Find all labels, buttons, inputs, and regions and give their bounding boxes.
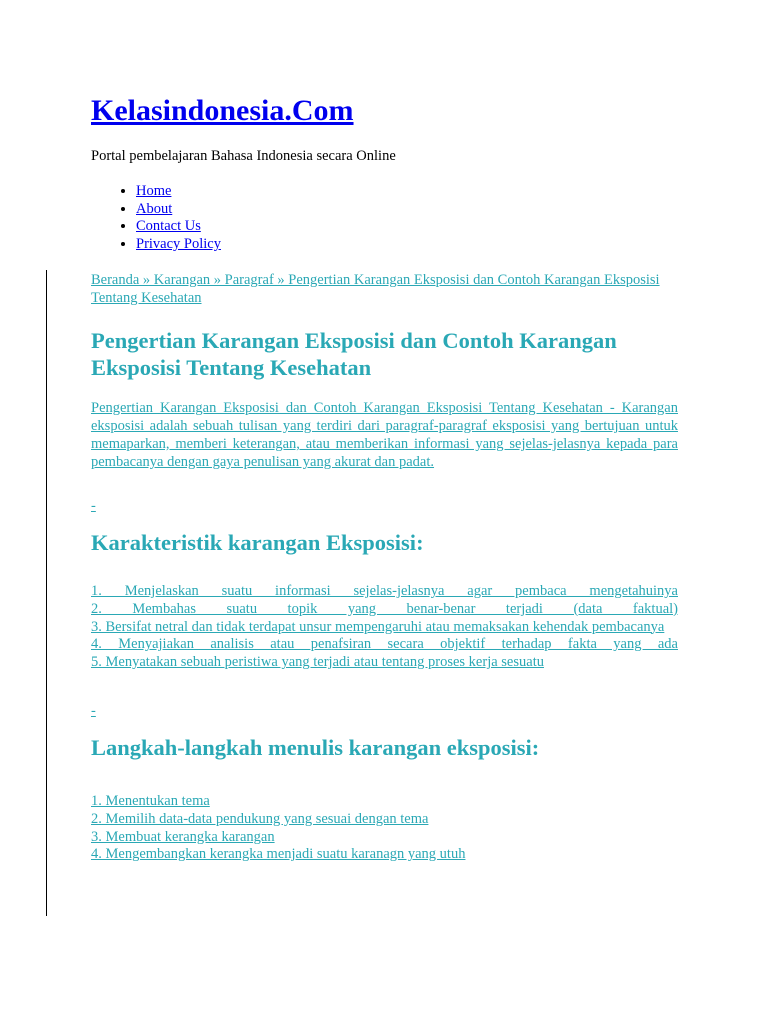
list-item: 2. Memilih data-data pendukung yang sesuai dengan tema <box>91 810 429 827</box>
breadcrumb-link[interactable]: Beranda » Karangan » Paragraf » Pengertian Karangan Eksposisi dan Contoh Karangan Eksposisi Tentang Kesehatan <box>91 272 660 306</box>
steps-heading: Langkah-langkah menulis karangan eksposisi: <box>91 734 540 760</box>
breadcrumb <box>91 271 678 307</box>
nav-link-about[interactable]: About <box>136 200 173 217</box>
main-nav <box>91 183 221 253</box>
nav-item-contact <box>136 218 221 236</box>
list-item: 5. Menyatakan sebuah peristiwa yang terjadi atau tentang proses kerja sesuatu <box>91 654 544 671</box>
nav-item-about <box>136 201 221 219</box>
separator-dash: - <box>91 498 96 514</box>
site-tagline: Portal pembelajaran Bahasa Indonesia secara Online <box>91 148 396 164</box>
article <box>91 271 678 864</box>
post-intro: Pengertian Karangan Eksposisi dan Contoh Karangan Eksposisi Tentang Kesehatan - Karangan eksposisi adalah sebuah tulisan yang terdiri dari paragraf-paragraf eksposisi yang bertujuan untuk memaparkan, memberi keterangan, atau memberikan informasi yang sejelas-jelasnya kepada para pembacanya dengan gaya penulisan yang akurat dan padat. <box>91 400 678 470</box>
nav-item-home <box>136 183 221 201</box>
list-item: 1. Menjelaskan suatu informasi sejelas-jelasnya agar pembaca mengetahuinya <box>91 583 678 599</box>
list-item: 3. Membuat kerangka karangan <box>91 828 275 845</box>
left-margin-rule <box>46 270 47 916</box>
nav-link-privacy[interactable]: Privacy Policy <box>136 235 221 252</box>
separator-dash: - <box>91 702 96 719</box>
list-item: 2. Membahas suatu topik yang benar-benar terjadi (data faktual) <box>91 600 678 617</box>
nav-item-privacy <box>136 236 221 254</box>
list-item: 3. Bersifat netral dan tidak terdapat unsur mempengaruhi atau memaksakan kehendak pembacanya <box>91 618 665 635</box>
site-title <box>91 92 354 130</box>
nav-link-home[interactable]: Home <box>136 183 172 199</box>
characteristics-list <box>91 583 678 672</box>
steps-list <box>91 793 678 864</box>
list-item: 1. Menentukan tema <box>91 792 210 809</box>
nav-link-contact[interactable]: Contact Us <box>136 218 201 235</box>
characteristics-heading: Karakteristik karangan Eksposisi: <box>91 530 424 555</box>
post-title: Pengertian Karangan Eksposisi dan Contoh Karangan Eksposisi Tentang Kesehatan <box>91 328 617 380</box>
site-title-link[interactable]: Kelasindonesia.Com <box>91 94 354 127</box>
list-item: 4. Mengembangkan kerangka menjadi suatu karanagn yang utuh <box>91 846 466 863</box>
list-item: 4. Menyajiakan analisis atau penafsiran secara objektif terhadap fakta yang ada <box>91 636 678 653</box>
